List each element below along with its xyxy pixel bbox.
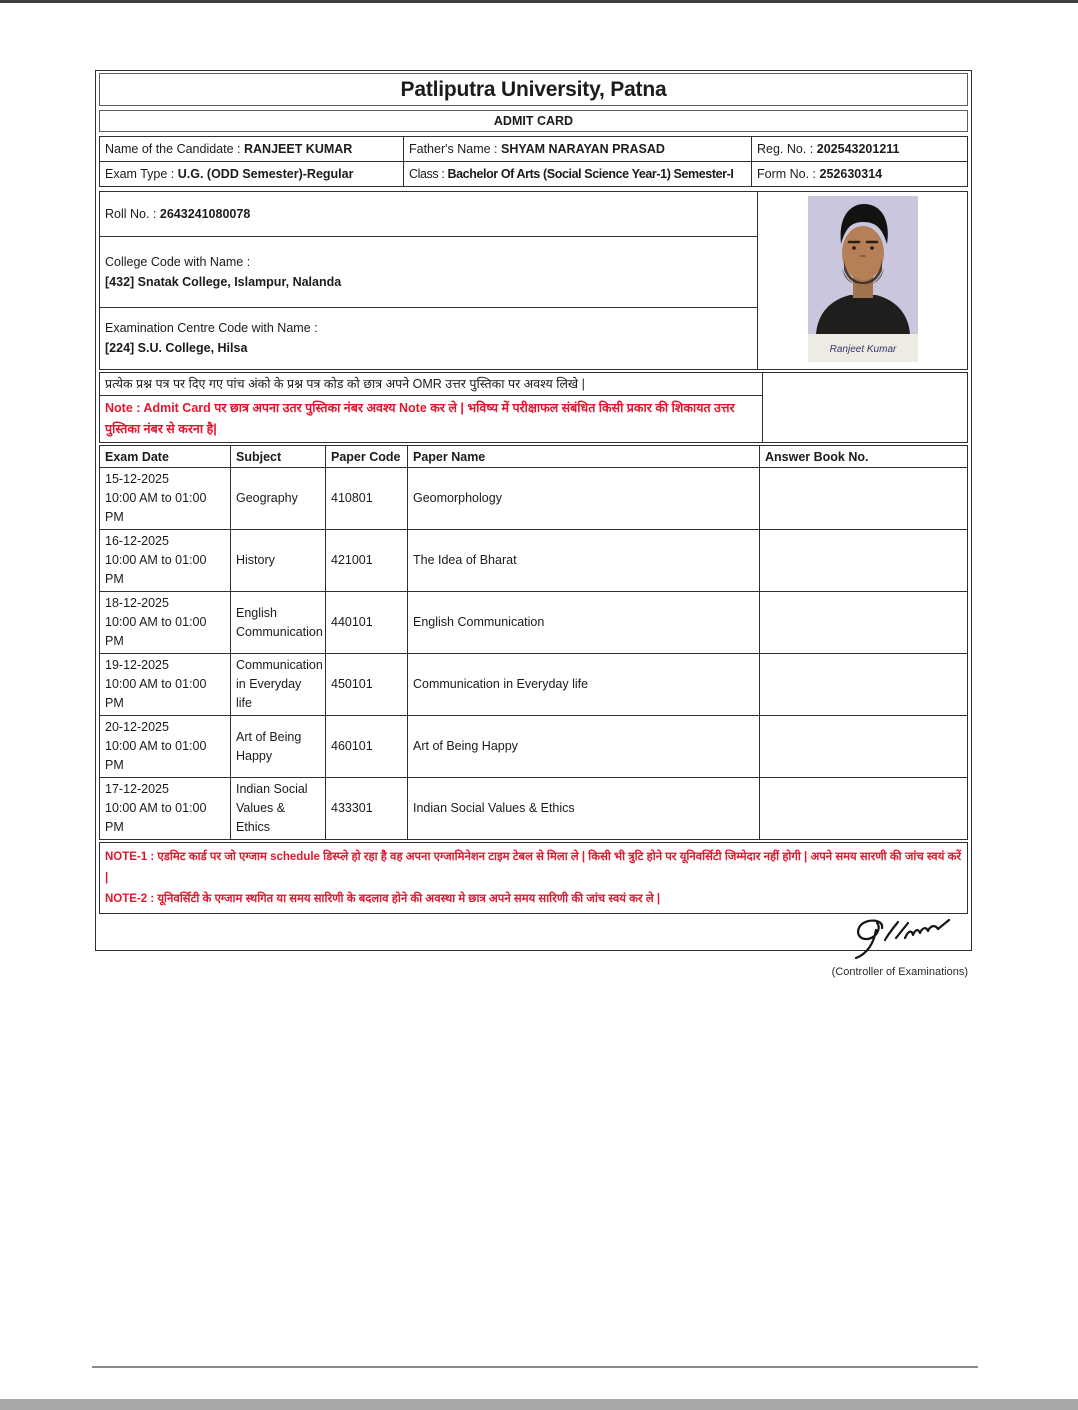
form-no-cell <box>752 162 968 187</box>
form-no-value: 252630314 <box>819 167 883 181</box>
class-label: Class : <box>409 167 445 181</box>
father-name-value: SHYAM NARAYAN PRASAD <box>501 142 665 156</box>
page-break-line <box>92 1366 978 1368</box>
exam-date-cell <box>100 530 231 592</box>
notice-empty-cell <box>763 373 968 443</box>
college-label: College Code with Name : <box>105 254 251 269</box>
subject-header: Subject <box>231 446 326 468</box>
exam-type-value: U.G. (ODD Semester)-Regular <box>177 167 354 181</box>
centre-label: Examination Centre Code with Name : <box>105 321 318 336</box>
exam-date-value: 16-12-2025 <box>105 534 169 548</box>
paper-name-cell: English Communication <box>408 592 760 654</box>
exam-time-value: 10:00 AM to 01:00 PM <box>105 801 207 834</box>
subject-cell: Geography <box>231 468 326 530</box>
paper-code-header: Paper Code <box>326 446 408 468</box>
red-note-cell: Note : Admit Card पर छात्र अपना उतर पुस्तिका नंबर अवश्य Note कर ले | भविष्य में परीक्षाफल संबंधित किसी प्रकार की शिकायत उत्तर पुस्तिका नंबर से करना है| <box>100 396 763 443</box>
exam-table-header-row <box>100 446 968 468</box>
answer-book-header: Answer Book No. <box>760 446 968 468</box>
candidate-name-cell <box>100 137 404 162</box>
info-row-1 <box>100 137 968 162</box>
paper-name-header: Paper Name <box>408 446 760 468</box>
class-value: Bachelor Of Arts (Social Science Year-1) Semester-I <box>447 167 734 181</box>
paper-name-cell: The Idea of Bharat <box>408 530 760 592</box>
exam-date-cell <box>100 468 231 530</box>
admit-card-title: ADMIT CARD <box>99 110 968 132</box>
exam-date-header: Exam Date <box>100 446 231 468</box>
exam-table-row <box>100 530 968 592</box>
exam-date-cell <box>100 778 231 840</box>
exam-date-cell <box>100 716 231 778</box>
candidate-name-value: RANJEET KUMAR <box>243 142 353 156</box>
controller-signature <box>850 916 960 962</box>
paper-name-cell: Indian Social Values & Ethics <box>408 778 760 840</box>
exam-time-value: 10:00 AM to 01:00 PM <box>105 615 207 648</box>
paper-code-cell: 460101 <box>326 716 408 778</box>
subject-cell: History <box>231 530 326 592</box>
father-name-cell <box>404 137 752 162</box>
paper-name-cell: Geomorphology <box>408 468 760 530</box>
exam-table-row <box>100 654 968 716</box>
paper-code-cell: 440101 <box>326 592 408 654</box>
college-cell <box>100 236 758 307</box>
centre-cell <box>100 307 758 369</box>
roll-no-cell <box>100 192 758 237</box>
notice-table <box>99 372 968 443</box>
admit-card <box>95 70 972 978</box>
photo-signature-text: Ranjeet Kumar <box>829 344 896 355</box>
footer-notes-box <box>99 842 968 914</box>
roll-college-table <box>99 191 968 370</box>
answer-book-cell <box>760 654 968 716</box>
window-top-edge <box>0 0 1078 3</box>
subject-cell: English Communication <box>231 592 326 654</box>
omr-note-row <box>100 373 968 396</box>
roll-no-label: Roll No. : <box>105 206 157 221</box>
college-value: [432] Snatak College, Islampur, Nalanda <box>105 274 342 289</box>
paper-code-cell: 421001 <box>326 530 408 592</box>
candidate-name-label: Name of the Candidate : <box>105 142 241 156</box>
exam-table-body <box>100 468 968 840</box>
form-no-label: Form No. : <box>757 167 817 181</box>
paper-code-cell: 450101 <box>326 654 408 716</box>
window-bottom-bar <box>0 1399 1078 1410</box>
exam-date-value: 18-12-2025 <box>105 596 169 610</box>
reg-no-cell <box>752 137 968 162</box>
exam-type-cell <box>100 162 404 187</box>
class-cell <box>404 162 752 187</box>
father-name-label: Father's Name : <box>409 142 498 156</box>
roll-row <box>100 192 968 237</box>
info-row-2 <box>100 162 968 187</box>
candidate-photo <box>808 196 918 362</box>
exam-date-value: 15-12-2025 <box>105 472 169 486</box>
answer-book-cell <box>760 530 968 592</box>
exam-table-row <box>100 778 968 840</box>
university-title: Patliputra University, Patna <box>99 73 968 106</box>
exam-date-value: 20-12-2025 <box>105 720 169 734</box>
roll-no-value: 2643241080078 <box>159 206 251 221</box>
exam-date-value: 19-12-2025 <box>105 658 169 672</box>
note-2: NOTE-2 : यूनिवर्सिटी के एग्जाम स्थगित या समय सारिणी के बदलाव होने की अवस्था मे छात्र अपने समय सारिणी की जांच स्वयं कर ले | <box>105 893 661 905</box>
paper-code-cell: 410801 <box>326 468 408 530</box>
paper-code-cell: 433301 <box>326 778 408 840</box>
centre-value: [224] S.U. College, Hilsa <box>105 341 248 356</box>
exam-date-cell <box>100 654 231 716</box>
exam-time-value: 10:00 AM to 01:00 PM <box>105 553 207 586</box>
paper-name-cell: Communication in Everyday life <box>408 654 760 716</box>
answer-book-cell <box>760 468 968 530</box>
omr-note-cell: प्रत्येक प्रश्न पत्र पर दिए गए पांच अंको के प्रश्न पत्र कोड को छात्र अपने OMR उत्तर पुस्तिका पर अवश्य लिखे | <box>100 373 763 396</box>
exam-date-cell <box>100 592 231 654</box>
answer-book-cell <box>760 778 968 840</box>
answer-book-cell <box>760 716 968 778</box>
note-1: NOTE-1 : एडमिट कार्ड पर जो एग्जाम schedule डिस्प्ले हो रहा है वह अपना एग्जामिनेशन टाइम टेबल से मिला ले | किसी भी त्रुटि होने पर यूनिवर्सिटी जिम्मेदार नहीं होगी | अपने समय सारणी की जांच स्वयं करें | <box>105 851 962 884</box>
signature-area <box>99 914 968 994</box>
subject-cell: Indian Social Values & Ethics <box>231 778 326 840</box>
photo-cell <box>758 192 968 370</box>
exam-type-label: Exam Type : <box>105 167 175 181</box>
reg-no-label: Reg. No. : <box>757 142 814 156</box>
exam-time-value: 10:00 AM to 01:00 PM <box>105 677 207 710</box>
exam-table-row <box>100 592 968 654</box>
controller-caption: (Controller of Examinations) <box>831 966 968 978</box>
answer-book-cell <box>760 592 968 654</box>
paper-name-cell: Art of Being Happy <box>408 716 760 778</box>
exam-time-value: 10:00 AM to 01:00 PM <box>105 739 207 772</box>
exam-table-row <box>100 468 968 530</box>
subject-cell: Communication in Everyday life <box>231 654 326 716</box>
exam-time-value: 10:00 AM to 01:00 PM <box>105 491 207 524</box>
reg-no-value: 202543201211 <box>816 142 900 156</box>
exam-table <box>99 445 968 840</box>
exam-table-row <box>100 716 968 778</box>
candidate-info-table <box>99 136 968 187</box>
subject-cell: Art of Being Happy <box>231 716 326 778</box>
exam-date-value: 17-12-2025 <box>105 782 169 796</box>
